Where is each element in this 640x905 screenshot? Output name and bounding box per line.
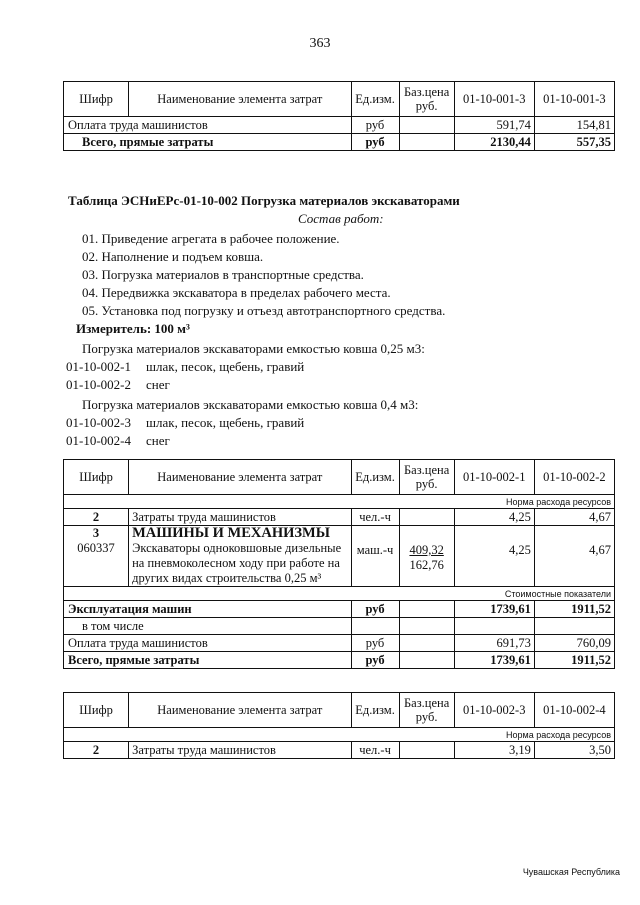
row-value-b: 760,09 xyxy=(534,635,614,652)
row-price xyxy=(399,134,454,151)
table-01-10-002-b xyxy=(63,692,615,759)
item-code: 01-10-002-3 xyxy=(66,415,131,430)
header-col-b: 01-10-002-4 xyxy=(534,693,614,728)
row-name: Оплата труда машинистов xyxy=(64,635,352,652)
table-row xyxy=(64,117,615,134)
row-price xyxy=(399,526,454,587)
work-item: 02. Наполнение и подъем ковша. xyxy=(82,249,264,264)
row-value-b: 1911,52 xyxy=(534,652,614,669)
norm-label: Норма расхода ресурсов xyxy=(64,495,615,509)
norm-label: Норма расхода ресурсов xyxy=(64,728,615,742)
table-row xyxy=(64,635,615,652)
row-price xyxy=(399,652,454,669)
row-value-b: 557,35 xyxy=(534,134,614,151)
row-price xyxy=(399,742,454,759)
row-value-a: 591,74 xyxy=(454,117,534,134)
header-code: Шифр xyxy=(64,82,129,117)
row-name: Затраты труда машинистов xyxy=(129,509,351,526)
table-01-10-002-a xyxy=(63,459,615,669)
section-title: Таблица ЭСНиЕРс-01-10-002 Погрузка материалов экскаваторами xyxy=(68,193,460,208)
header-code: Шифр xyxy=(64,693,129,728)
table-row xyxy=(64,652,615,669)
row-value-b: 4,67 xyxy=(534,526,614,587)
item-code: 01-10-002-4 xyxy=(66,433,131,448)
row-unit: руб xyxy=(351,134,399,151)
row-code: 2 xyxy=(64,742,129,759)
section-label-row xyxy=(64,495,615,509)
header-price: Баз.цена руб. xyxy=(399,460,454,495)
table-header-row xyxy=(64,693,615,728)
row-unit: руб xyxy=(351,601,399,618)
work-item: 04. Передвижка экскаватора в пределах рабочего места. xyxy=(82,285,391,300)
row-unit: руб xyxy=(351,652,399,669)
table-header-row xyxy=(64,82,615,117)
work-item: 03. Погрузка материалов в транспортные средства. xyxy=(82,267,364,282)
machine-name-line: на пневмоколесном ходу при работе на xyxy=(132,556,340,570)
row-value-a: 1739,61 xyxy=(454,601,534,618)
header-name: Наименование элемента затрат xyxy=(129,82,351,117)
row-price xyxy=(399,509,454,526)
row-name: Всего, прямые затраты xyxy=(64,134,352,151)
row-unit: руб xyxy=(351,117,399,134)
row-unit: чел.-ч xyxy=(351,509,399,526)
row-value-b xyxy=(534,618,614,635)
row-value-a: 1739,61 xyxy=(454,652,534,669)
header-price: Баз.цена руб. xyxy=(399,82,454,117)
row-name: Оплата труда машинистов xyxy=(64,117,352,134)
header-unit: Ед.изм. xyxy=(351,460,399,495)
price-line-1: 409,32 xyxy=(409,543,444,557)
machine-code: 060337 xyxy=(77,541,115,555)
price-line-2: 162,76 xyxy=(409,558,444,572)
header-col-a: 01-10-002-1 xyxy=(454,460,534,495)
header-code: Шифр xyxy=(64,460,129,495)
row-value-b: 3,50 xyxy=(534,742,614,759)
machine-name-line: Экскаваторы одноковшовые дизельные xyxy=(132,541,342,555)
section-label-row xyxy=(64,587,615,601)
row-name: Всего, прямые затраты xyxy=(64,652,352,669)
footer-region: Чувашская Республика xyxy=(522,867,620,877)
header-unit: Ед.изм. xyxy=(351,693,399,728)
table-01-10-001 xyxy=(63,81,615,151)
row-code: 2 xyxy=(64,509,129,526)
table-header-row xyxy=(64,460,615,495)
header-price: Баз.цена руб. xyxy=(399,693,454,728)
row-value-a xyxy=(454,618,534,635)
row-unit: маш.-ч xyxy=(351,526,399,587)
item-text: снег xyxy=(146,377,170,392)
row-name xyxy=(129,526,351,587)
row-code xyxy=(64,526,129,587)
row-value-a: 4,25 xyxy=(454,509,534,526)
header-col-b: 01-10-002-2 xyxy=(534,460,614,495)
row-name: в том числе xyxy=(64,618,352,635)
row-price xyxy=(399,601,454,618)
table-row xyxy=(64,618,615,635)
machine-name-line: других видах строительства 0,25 м³ xyxy=(132,571,322,585)
header-col-a: 01-10-002-3 xyxy=(454,693,534,728)
row-value-b: 4,67 xyxy=(534,509,614,526)
page-number: 363 xyxy=(309,36,331,51)
item-text: шлак, песок, щебень, гравий xyxy=(146,359,305,374)
table-row xyxy=(64,601,615,618)
table-row-machines xyxy=(64,526,615,587)
row-price xyxy=(399,635,454,652)
meter-label: Измеритель: 100 м³ xyxy=(76,321,190,336)
row-value-b: 1911,52 xyxy=(534,601,614,618)
machines-heading: МАШИНЫ И МЕХАНИЗМЫ xyxy=(132,525,330,541)
header-name: Наименование элемента затрат xyxy=(129,693,351,728)
row-price xyxy=(399,618,454,635)
row-name: Затраты труда машинистов xyxy=(129,742,351,759)
item-text: шлак, песок, щебень, гравий xyxy=(146,415,305,430)
row-unit xyxy=(351,618,399,635)
item-text: снег xyxy=(146,433,170,448)
row-value-a: 2130,44 xyxy=(454,134,534,151)
row-value-a: 3,19 xyxy=(454,742,534,759)
header-unit: Ед.изм. xyxy=(351,82,399,117)
row-value-a: 691,73 xyxy=(454,635,534,652)
cost-label: Стоимостные показатели xyxy=(64,587,615,601)
section-label-row xyxy=(64,728,615,742)
work-item: 05. Установка под погрузку и отъезд автотранспортного средства. xyxy=(82,303,446,318)
item-code: 01-10-002-2 xyxy=(66,377,131,392)
header-name: Наименование элемента затрат xyxy=(129,460,351,495)
machines-code: 3 xyxy=(92,526,100,540)
row-name: Эксплуатация машин xyxy=(64,601,352,618)
row-value-b: 154,81 xyxy=(534,117,614,134)
table-row xyxy=(64,134,615,151)
row-price xyxy=(399,117,454,134)
work-composition-title: Состав работ: xyxy=(298,211,384,226)
row-value-a: 4,25 xyxy=(454,526,534,587)
row-unit: руб xyxy=(351,635,399,652)
group-heading: Погрузка материалов экскаваторами емкостью ковша 0,25 м3: xyxy=(82,341,425,356)
table-row xyxy=(64,509,615,526)
row-unit: чел.-ч xyxy=(351,742,399,759)
table-row xyxy=(64,742,615,759)
item-code: 01-10-002-1 xyxy=(66,359,131,374)
work-item: 01. Приведение агрегата в рабочее положение. xyxy=(82,231,340,246)
group-heading: Погрузка материалов экскаваторами емкостью ковша 0,4 м3: xyxy=(82,397,419,412)
header-col-b: 01-10-001-3 xyxy=(534,82,614,117)
header-col-a: 01-10-001-3 xyxy=(454,82,534,117)
